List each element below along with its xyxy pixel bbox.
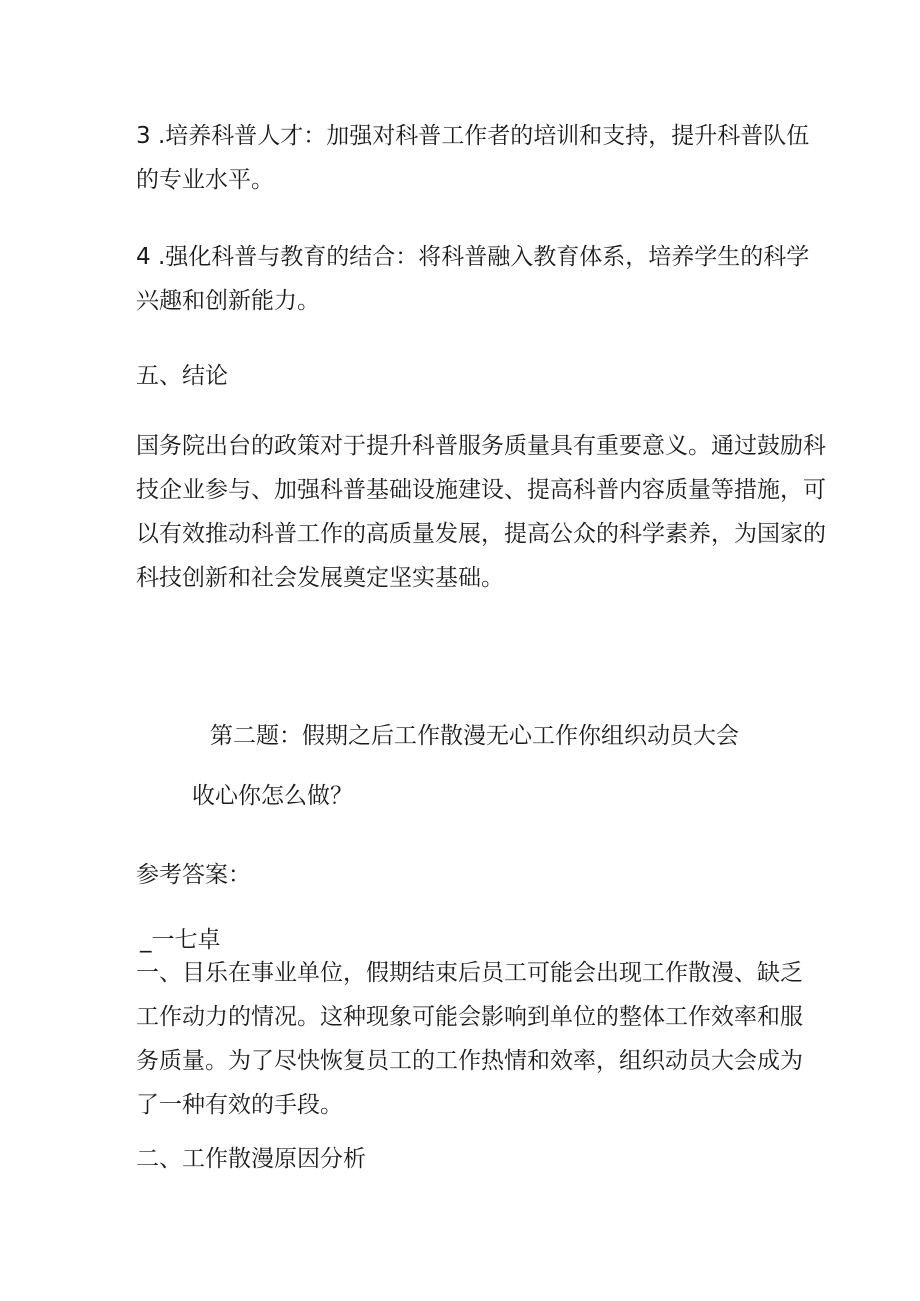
item-4-paragraph [136,235,810,323]
text-line: 3 .培养科普人才：加强对科普工作者的培训和支持，提升科普队伍 [136,123,810,149]
text-line: 一、目乐在事业单位，假期结束后员工可能会出现工作散漫、缺乏 [136,960,803,986]
text-line: 的专业水平。 [136,167,274,193]
text-line: 4 .强化科普与教育的结合：将科普融入教育体系，培养学生的科学 [136,244,810,270]
answer-label: 参考答案： [136,862,251,888]
text-line: 务质量。为了尽快恢复员工的工作热情和效率，组织动员大会成为 [136,1048,803,1074]
text-line: 工作动力的情况。这种现象可能会影响到单位的整体工作效率和服 [136,1004,803,1030]
answer-fragment: _一七卓 [140,927,221,953]
item-3-paragraph [136,114,810,202]
conclusion-paragraph [136,424,826,600]
question-title-line1: 第二题：假期之后工作散漫无心工作你组织动员大会 [210,723,739,749]
text-line: 科技创新和社会发展奠定坚实基础。 [136,565,504,591]
section-5-heading: 五、结论 [136,363,228,389]
text-line: 技企业参与、加强科普基础设施建设、提高科普内容质量等措施，可 [136,477,826,503]
text-line: 兴趣和创新能力。 [136,288,320,314]
section-2-heading: 二、工作散漫原因分析 [136,1146,366,1172]
text-line: 以有效推动科普工作的高质量发展，提高公众的科学素养，为国家的 [136,521,826,547]
text-line: 了一种有效的手段。 [136,1092,343,1118]
intro-paragraph [136,951,803,1127]
question-title-line2: 收心你怎么做？ [192,783,353,809]
text-line: 国务院出台的政策对于提升科普服务质量具有重要意义。通过鼓励科 [136,433,826,459]
